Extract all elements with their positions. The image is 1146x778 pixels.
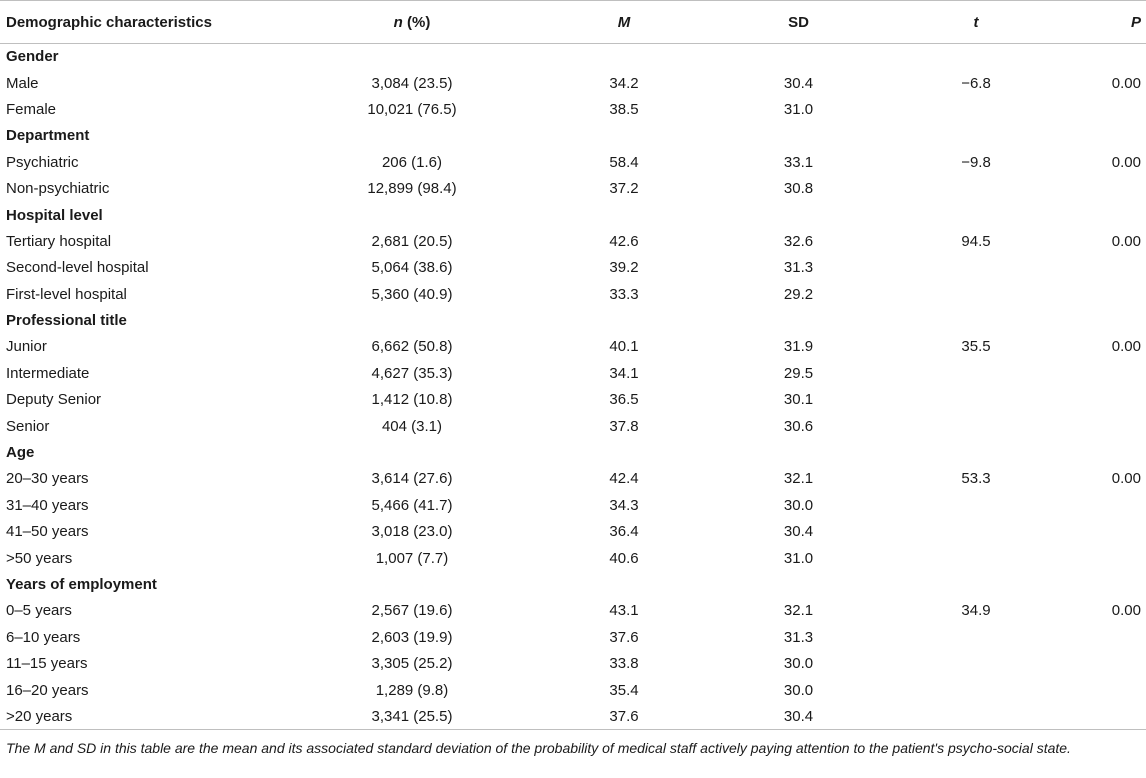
empty-cell [711, 44, 886, 70]
table-row [0, 677, 1146, 703]
cell-p: 0.00 [1111, 338, 1141, 356]
cell-t [886, 624, 1066, 650]
table-row [0, 624, 1146, 650]
header-t [886, 1, 1066, 44]
row-label: Senior [6, 417, 50, 435]
cell-mean: 38.5 [609, 100, 639, 118]
section-title: Years of employment [6, 576, 157, 593]
cell-mean: 58.4 [609, 153, 639, 171]
cell-mean: 37.2 [609, 180, 639, 198]
cell-t: 34.9 [961, 602, 991, 620]
row-label: Male [6, 74, 39, 92]
cell-t: 35.5 [961, 338, 991, 356]
cell-n-percent: 2,681 (20.5) [371, 232, 453, 250]
cell-sd: 30.6 [783, 417, 814, 435]
empty-cell [711, 202, 886, 228]
cell-sd: 30.0 [783, 655, 814, 673]
cell-sd: 32.1 [783, 602, 814, 620]
cell-t [886, 281, 1066, 307]
row-label: >20 years [0, 703, 287, 729]
cell-mean: 42.6 [609, 232, 639, 250]
row-label: Deputy Senior [6, 391, 102, 409]
table-body [0, 44, 1146, 730]
cell-sd: 30.8 [783, 180, 814, 198]
cell-sd: 31.0 [783, 549, 814, 567]
cell-n-percent: 3,084 (23.5) [371, 74, 453, 92]
row-label: Female [6, 100, 57, 118]
header-n-symbol: n [393, 13, 403, 31]
cell-n-percent: 1,289 (9.8) [375, 681, 449, 699]
header-row [0, 1, 1146, 44]
cell-p: 0.00 [1111, 470, 1141, 488]
cell-sd: 31.0 [783, 100, 814, 118]
cell-mean: 39.2 [609, 259, 639, 277]
cell-p [1066, 677, 1146, 703]
cell-sd: 29.5 [783, 364, 814, 382]
row-label: Non-psychiatric [6, 180, 110, 198]
cell-n-percent: 206 (1.6) [381, 153, 443, 171]
cell-t [886, 492, 1066, 518]
row-label: 41–50 years [6, 523, 89, 541]
cell-p: 0.00 [1111, 602, 1141, 620]
cell-n-percent: 5,064 (38.6) [371, 259, 453, 277]
table-row [0, 70, 1146, 96]
section-header-row [0, 44, 1146, 70]
empty-cell [886, 44, 1066, 70]
table-row [0, 492, 1146, 518]
cell-p [1066, 650, 1146, 676]
cell-p: 0.00 [1111, 232, 1141, 250]
table-row [0, 545, 1146, 571]
cell-t [886, 703, 1066, 729]
table-row [0, 466, 1146, 492]
table-header [0, 1, 1146, 44]
table-row [0, 360, 1146, 386]
cell-n-percent: 4,627 (35.3) [371, 364, 453, 382]
row-label: Second-level hospital [6, 259, 149, 277]
cell-mean: 34.1 [609, 364, 639, 382]
table-row [0, 703, 1146, 729]
cell-p [1066, 413, 1146, 439]
cell-n-percent: 12,899 (98.4) [367, 180, 457, 198]
cell-mean: 35.4 [609, 681, 639, 699]
empty-cell [1066, 571, 1146, 597]
cell-mean: 37.8 [609, 417, 639, 435]
header-sd: SD [711, 1, 886, 44]
empty-cell [537, 202, 711, 228]
empty-cell [1066, 44, 1146, 70]
empty-cell [537, 123, 711, 149]
empty-cell [537, 571, 711, 597]
cell-t [886, 175, 1066, 201]
table-row [0, 255, 1146, 281]
cell-p [1066, 519, 1146, 545]
cell-mean: 33.8 [609, 655, 639, 673]
cell-mean: 34.2 [609, 74, 639, 92]
cell-n-percent: 3,341 (25.5) [287, 703, 537, 729]
cell-t: 53.3 [961, 470, 991, 488]
header-p [1066, 1, 1146, 44]
section-title: Gender [6, 48, 59, 66]
cell-sd: 31.3 [783, 628, 814, 646]
table-row [0, 650, 1146, 676]
cell-t [886, 545, 1066, 571]
cell-n-percent: 1,007 (7.7) [375, 549, 449, 567]
cell-mean: 33.3 [609, 285, 639, 303]
cell-sd: 30.0 [783, 681, 814, 699]
cell-mean: 40.6 [609, 549, 639, 567]
empty-cell [287, 123, 537, 149]
cell-sd: 29.2 [783, 285, 814, 303]
cell-mean: 36.4 [609, 523, 639, 541]
cell-n-percent: 5,466 (41.7) [371, 496, 453, 514]
empty-cell [287, 44, 537, 70]
section-header-row [0, 439, 1146, 465]
cell-n-percent: 6,662 (50.8) [371, 338, 453, 356]
table-row [0, 413, 1146, 439]
cell-t: −6.8 [961, 74, 991, 92]
cell-n-percent: 1,412 (10.8) [371, 391, 453, 409]
cell-p [1066, 360, 1146, 386]
header-p-symbol: P [1130, 13, 1141, 31]
section-title: Age [6, 444, 35, 462]
cell-t [886, 519, 1066, 545]
header-mean-symbol: M [617, 13, 631, 31]
cell-p [1066, 255, 1146, 281]
cell-mean: 40.1 [609, 338, 639, 356]
cell-mean: 43.1 [609, 602, 639, 620]
cell-mean: 36.5 [609, 391, 639, 409]
cell-n-percent: 404 (3.1) [381, 417, 443, 435]
cell-p [1066, 175, 1146, 201]
empty-cell [537, 44, 711, 70]
cell-t [886, 677, 1066, 703]
cell-p: 0.00 [1111, 74, 1141, 92]
cell-sd: 32.6 [783, 232, 814, 250]
cell-n-percent: 2,603 (19.9) [371, 628, 453, 646]
cell-t: −9.8 [961, 153, 991, 171]
table-row [0, 228, 1146, 254]
empty-cell [537, 307, 711, 333]
table-row [0, 175, 1146, 201]
table-row [0, 598, 1146, 624]
empty-cell [1066, 439, 1146, 465]
empty-cell [711, 571, 886, 597]
cell-p [1066, 387, 1146, 413]
section-header-row [0, 202, 1146, 228]
cell-mean: 34.3 [609, 496, 639, 514]
cell-sd: 30.1 [783, 391, 814, 409]
header-characteristics: Demographic characteristics [0, 1, 287, 44]
row-label: Junior [6, 338, 47, 356]
row-label: Intermediate [6, 364, 90, 382]
empty-cell [711, 307, 886, 333]
empty-cell [886, 307, 1066, 333]
cell-n-percent: 5,360 (40.9) [371, 285, 453, 303]
cell-t: 94.5 [961, 232, 991, 250]
empty-cell [287, 307, 537, 333]
row-label: First-level hospital [6, 285, 127, 303]
row-label: Tertiary hospital [6, 232, 112, 250]
cell-p: 0.00 [1111, 153, 1141, 171]
table-row [0, 334, 1146, 360]
cell-t [886, 387, 1066, 413]
cell-n-percent: 10,021 (76.5) [367, 100, 457, 118]
empty-cell [287, 439, 537, 465]
row-label: 11–15 years [6, 655, 88, 673]
empty-cell [1066, 123, 1146, 149]
section-header-row [0, 307, 1146, 333]
cell-p [1066, 492, 1146, 518]
empty-cell [537, 439, 711, 465]
empty-cell [711, 123, 886, 149]
table-row [0, 519, 1146, 545]
cell-n-percent: 3,018 (23.0) [371, 523, 453, 541]
cell-t [886, 413, 1066, 439]
empty-cell [886, 571, 1066, 597]
empty-cell [886, 202, 1066, 228]
table-row [0, 387, 1146, 413]
empty-cell [1066, 202, 1146, 228]
cell-sd: 30.4 [711, 703, 886, 729]
row-label: 0–5 years [6, 602, 72, 620]
cell-n-percent: 2,567 (19.6) [371, 602, 453, 620]
cell-sd: 30.4 [783, 74, 814, 92]
cell-p [1066, 545, 1146, 571]
section-header-row [0, 571, 1146, 597]
table-row [0, 281, 1146, 307]
row-label: 16–20 years [6, 681, 89, 699]
cell-t [886, 96, 1066, 122]
cell-p [1066, 281, 1146, 307]
empty-cell [287, 202, 537, 228]
section-title: Hospital level [6, 206, 103, 224]
row-label: 31–40 years [6, 496, 89, 514]
cell-mean: 37.6 [537, 703, 711, 729]
cell-p [1066, 96, 1146, 122]
cell-sd: 30.0 [783, 496, 814, 514]
cell-n-percent: 3,305 (25.2) [371, 655, 453, 673]
row-label: Psychiatric [6, 153, 79, 171]
empty-cell [886, 439, 1066, 465]
header-n-percent [287, 1, 537, 44]
empty-cell [1066, 307, 1146, 333]
cell-t [886, 360, 1066, 386]
section-header-row [0, 123, 1146, 149]
row-label: >50 years [6, 549, 73, 567]
table-row [0, 149, 1146, 175]
empty-cell [287, 571, 537, 597]
cell-mean: 42.4 [609, 470, 639, 488]
table-row [0, 96, 1146, 122]
cell-sd: 31.9 [783, 338, 814, 356]
row-label: 20–30 years [6, 470, 89, 488]
cell-mean: 37.6 [609, 628, 639, 646]
header-mean [537, 1, 711, 44]
cell-sd: 32.1 [783, 470, 814, 488]
cell-t [886, 255, 1066, 281]
empty-cell [886, 123, 1066, 149]
cell-p [1066, 703, 1146, 729]
section-title: Professional title [6, 312, 127, 330]
cell-n-percent: 3,614 (27.6) [371, 470, 453, 488]
cell-sd: 31.3 [783, 259, 814, 277]
empty-cell [711, 439, 886, 465]
row-label: 6–10 years [6, 628, 81, 646]
cell-p [1066, 624, 1146, 650]
cell-sd: 33.1 [783, 153, 814, 171]
header-percent-symbol: (%) [402, 13, 431, 31]
cell-t [886, 650, 1066, 676]
table-footnote: The M and SD in this table are the mean and its associated standard deviation of the probability of medical staff actively paying attention to the patient's psycho-social state. [6, 740, 1071, 757]
cell-sd: 30.4 [783, 523, 814, 541]
section-title: Department [6, 127, 90, 145]
header-t-symbol: t [973, 13, 979, 31]
